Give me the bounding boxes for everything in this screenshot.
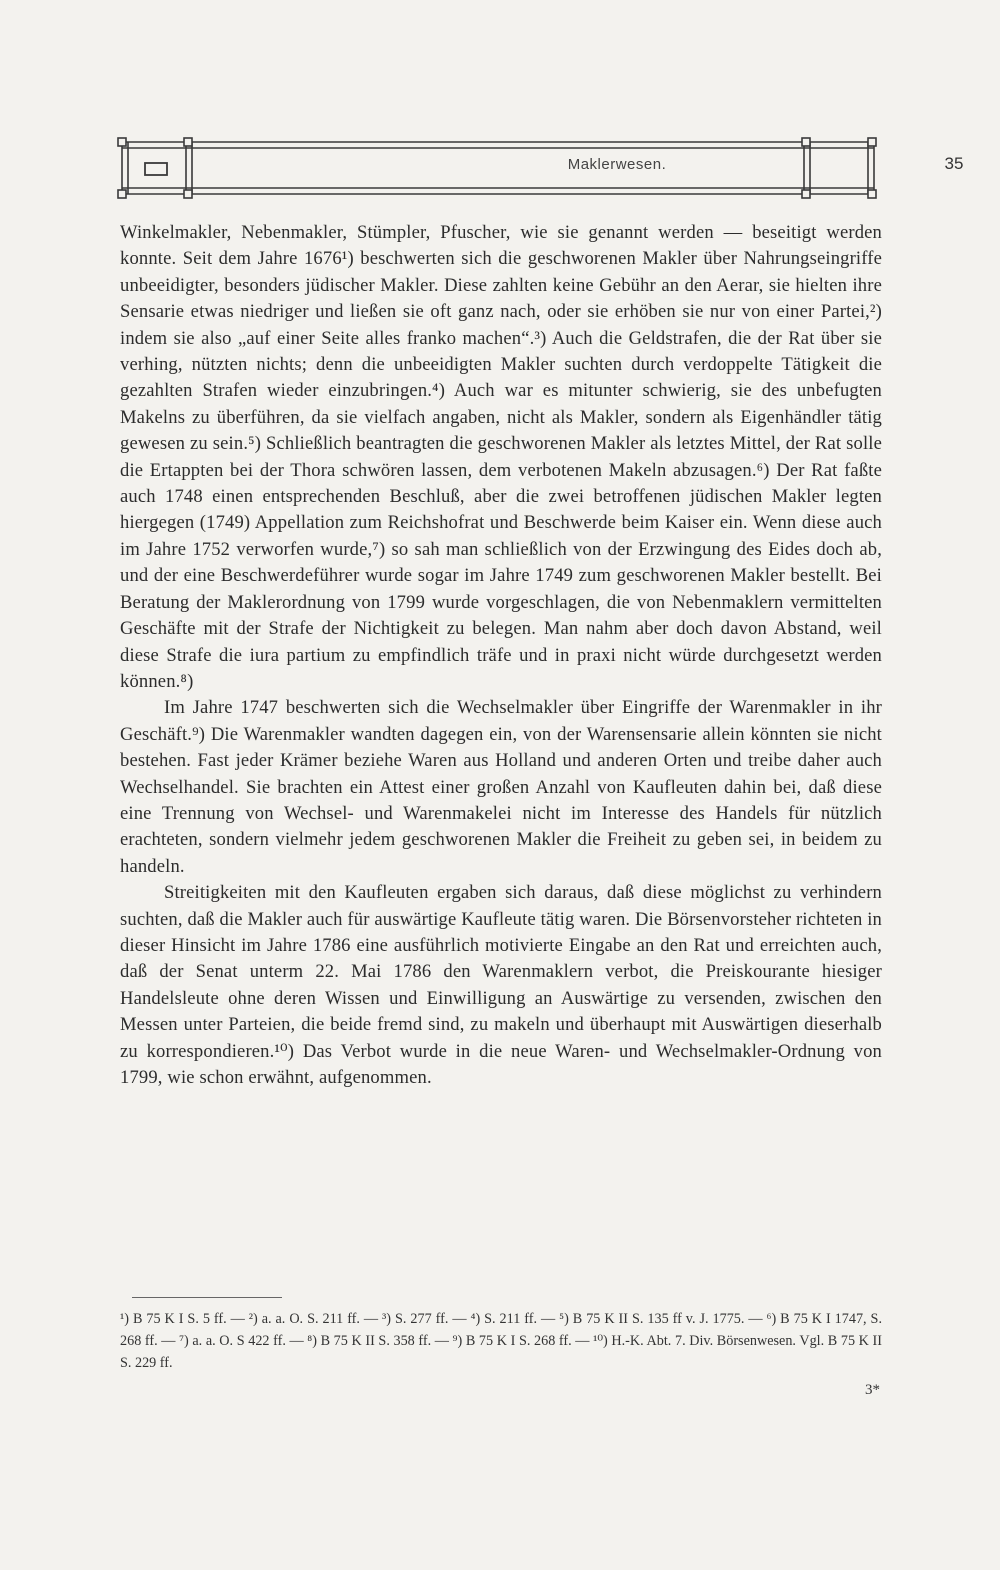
sheet-signature: 3* [865, 1382, 880, 1398]
page-number: 35 [944, 154, 964, 173]
running-header [116, 136, 964, 200]
paragraph-1: Winkelmakler, Nebenmakler, Stümpler, Pfuscher, wie sie genannt werden — beseitigt werden konnte. Seit dem Jahre 1676¹) beschwerten sich die geschworenen Makler über Nahrungseingriffe unbeeidigter, besonders jüdischer Makler. Diese zahlten keine Gebühr an den Aerar, sie hielten ihre Sensarie etwas niedriger und ließen sie oft ganz nach, oder sie erhöben sie nur von einer Partei,²) indem sie also „auf einer Seite alles franko machen“.³) Auch die Geldstrafen, die der Rat über sie verhing, nützten nichts; denn die unbeeidigten Makler suchten durch verdoppelte Tätigkeit die gezahlten Strafen wieder einzubringen.⁴) Auch war es mitunter schwierig, sie des unbefugten Makelns zu überführen, da sie vielfach angaben, nicht als Makler, sondern als Eigenhändler tätig gewesen zu sein.⁵) Schließlich beantragten die geschworenen Makler als letztes Mittel, der Rat solle die Ertappten bei der Thora schwören lassen, dem verbotenen Makeln abzusagen.⁶) Der Rat faßte auch 1748 einen entsprechenden Beschluß, aber die zwei betroffenen jüdischen Makler legten hiergegen (1749) Appellation zum Reichshofrat und Beschwerde beim Kaiser ein. Wenn diese auch im Jahre 1752 verworfen wurde,⁷) so sah man schließlich von der Erzwingung des Eides doch ab, und der eine Beschwerdeführer wurde sogar im Jahre 1749 zum geschworenen Makler bestellt. Bei Beratung der Maklerordnung von 1799 wurde vorgeschlagen, die von Nebenmaklern vermittelten Geschäfte mit der Strafe der Nichtigkeit zu belegen. Man nahm aber doch davon Abstand, weil diese Strafe die iura partium zu empfindlich träfe und in praxi nicht würde durchgesetzt werden können.⁸) [120, 222, 882, 692]
footnote-divider [132, 1297, 282, 1298]
footnotes: ¹) B 75 K I S. 5 ff. — ²) a. a. O. S. 211 ff. — ³) S. 277 ff. — ⁴) S. 211 ff. — ⁵) B 75 K II S. 135 ff v. J. 1775. — ⁶) B 75 K I 1747, S. 268 ff. — ⁷) a. a. O. S 422 ff. — ⁸) B 75 K II S. 358 ff. — ⁹) B 75 K I S. 268 ff. — ¹⁰) H.-K. Abt. 7. Div. Börsenwesen. Vgl. B 75 K II S. 229 ff. [120, 1311, 882, 1371]
paragraph-2: Im Jahre 1747 beschwerten sich die Wechselmakler über Eingriffe der Warenmakler in ihr Geschäft.⁹) Die Warenmakler wandten dagegen ein, von der Warensensarie allein könnten sie nicht bestehen. Fast jeder Krämer beziehe Waren aus Holland und anderen Orten und treibe daher auch Wechselhandel. Sie brachten ein Attest einer großen Anzahl von Kaufleuten dahin bei, daß diese eine Trennung von Wechsel- und Warenmakelei nicht im Interesse des Handels für nützlich erachteten, sondern vielmehr jedem geschworenen Makler die Freiheit zu geben sei, in beidem zu handeln. [120, 697, 882, 877]
running-title: Maklerwesen. [567, 156, 667, 173]
paragraph-3: Streitigkeiten mit den Kaufleuten ergaben sich daraus, daß diese möglichst zu verhindern suchten, daß die Makler auch für auswärtige Kaufleute tätig waren. Die Börsenvorsteher richteten in dieser Hinsicht im Jahre 1786 eine ausführlich motivierte Eingabe an den Rat und erreichten auch, daß der Senat unterm 22. Mai 1786 den Warenmaklern verbot, die Preiskourante hiesiger Handelsleute ohne deren Wissen und Einwilligung an Auswärtige zu versenden, zwischen den Messen unter Parteien, die beide fremd sind, zu makeln und überhaupt mit Auswärtigen dieserhalb zu korrespondieren.¹⁰) Das Verbot wurde in die neue Waren- und Wechselmakler-Ordnung von 1799, wie schon erwähnt, aufgenommen. [120, 882, 882, 1088]
body-text [120, 220, 882, 1091]
rectangle-ornament-icon [145, 163, 167, 175]
